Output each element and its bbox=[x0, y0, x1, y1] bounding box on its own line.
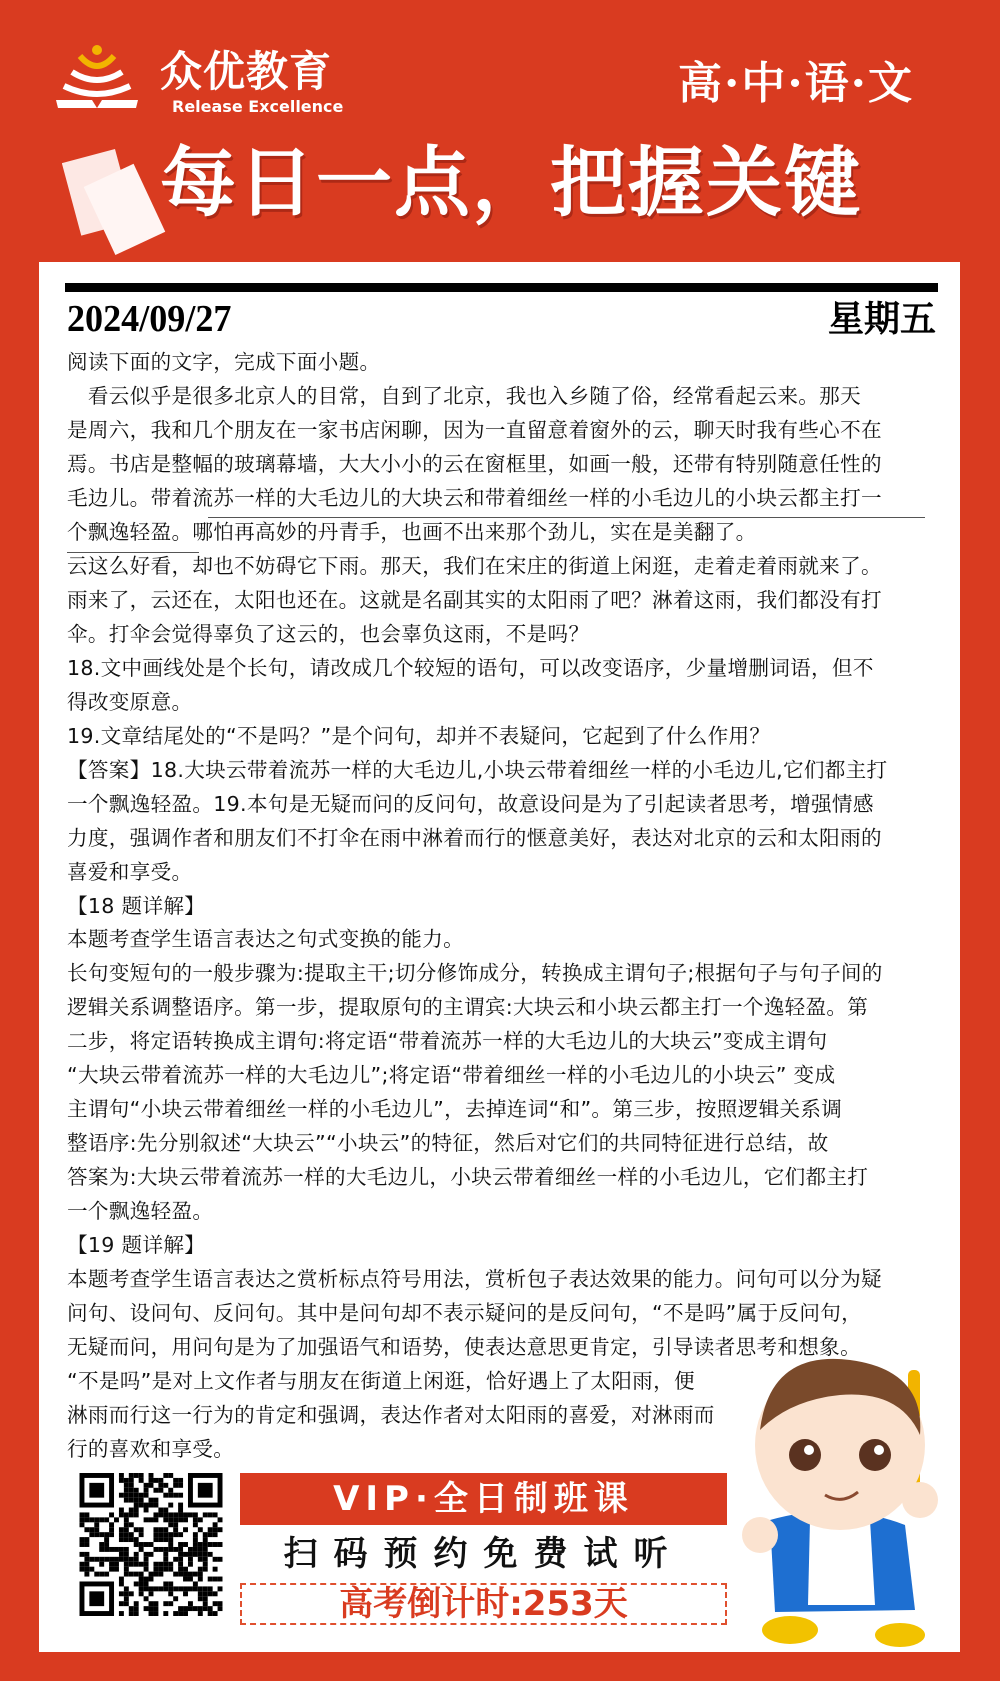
text-line: 18.文中画线处是个长句，请改成几个较短的语句，可以改变语序，少量增删词语，但不 bbox=[67, 655, 874, 680]
text-line: “不是吗”是对上文作者与朋友在街道上闲逛，恰好遇上了太阳雨，便 bbox=[67, 1369, 695, 1394]
text-line: 19.文章结尾处的“不是吗？”是个问句，却并不表疑问，它起到了什么作用？ bbox=[67, 723, 771, 748]
mascot-illustration bbox=[730, 1350, 960, 1650]
text-line: 雨来了，云还在，太阳也还在。这就是名副其实的太阳雨了吧？淋着这雨，我们都没有打 bbox=[67, 587, 882, 612]
underline bbox=[67, 552, 199, 553]
scan-prompt: 扫码预约免费试听 bbox=[283, 1534, 684, 1574]
text-line: 长句变短句的一般步骤为:提取主干;切分修饰成分，转换成主谓句子;根据句子与句子间的 bbox=[67, 961, 883, 986]
divider bbox=[65, 283, 938, 292]
text-line: 毛边儿。带着流苏一样的大毛边儿的大块云和带着细丝一样的小毛边儿的小块云都主打一 bbox=[67, 485, 882, 510]
text-line: 一个飘逸轻盈。 bbox=[67, 1199, 214, 1224]
brand-slogan: Release Excellence bbox=[172, 97, 344, 116]
text-line: “大块云带着流苏一样的大毛边儿”;将定语“带着细丝一样的小毛边儿的小块云” 变成 bbox=[67, 1063, 836, 1088]
headline: 每日一点，把握关键 bbox=[160, 138, 862, 227]
text-line: 焉。书店是整幅的玻璃幕墙，大大小小的云在窗框里，如画一般，还带有特别随意任性的 bbox=[67, 451, 882, 476]
text-line: 二步，将定语转换成主谓句:将定语“带着流苏一样的大毛边儿的大块云”变成主谓句 bbox=[67, 1029, 828, 1054]
text-line: 主谓句“小块云带着细丝一样的小毛边儿”，去掉连词“和”。第三步，按照逻辑关系调 bbox=[67, 1097, 843, 1122]
text-line: 答案为:大块云带着流苏一样的大毛边儿，小块云带着细丝一样的小毛边儿，它们都主打 bbox=[67, 1165, 869, 1190]
paper-icon bbox=[62, 145, 172, 255]
countdown-box: 高考倒计时:253天 bbox=[240, 1583, 727, 1625]
text-line: 看云似乎是很多北京人的目常，自到了北京，我也入乡随了俗，经常看起云来。那天 bbox=[67, 383, 861, 408]
logo-icon bbox=[52, 42, 142, 114]
text-line: 无疑而问，用问句是为了加强语气和语势，使表达意思更肯定，引导读者思考和想象。 bbox=[67, 1335, 861, 1360]
text-line: 喜爱和享受。 bbox=[67, 859, 193, 884]
text-line: 【18 题详解】 bbox=[67, 893, 206, 918]
text-line: 本题考查学生语言表达之赏析标点符号用法，赏析包子表达效果的能力。问句可以分为疑 bbox=[67, 1267, 882, 1292]
text-line: 淋雨而行这一行为的肯定和强调，表达作者对太阳雨的喜爱，对淋雨而 bbox=[67, 1403, 715, 1428]
text-line: 一个飘逸轻盈。19.本句是无疑而问的反问句，故意设问是为了引起读者思考，增强情感 bbox=[67, 791, 874, 816]
text-line: 云这么好看，却也不妨碍它下雨。那天，我们在宋庄的街道上闲逛，走着走着雨就来了。 bbox=[67, 553, 882, 578]
text-line: 逻辑关系调整语序。第一步，提取原句的主谓宾:大块云和小块云都主打一个逸轻盈。第 bbox=[67, 995, 869, 1020]
text-line: 阅读下面的文字，完成下面小题。 bbox=[67, 350, 381, 374]
text-line: 【19 题详解】 bbox=[67, 1233, 206, 1258]
weekday: 星期五 bbox=[827, 298, 936, 340]
text-line: 伞。打伞会觉得辜负了这云的，也会辜负这雨，不是吗？ bbox=[67, 621, 590, 646]
vip-banner: VIP·全日制班课 bbox=[240, 1473, 727, 1525]
text-line: 问句、设问句、反问句。其中是问句却不表示疑问的是反问句，“不是吗”属于反问句， bbox=[67, 1301, 863, 1326]
text-line: 行的喜欢和享受。 bbox=[67, 1437, 235, 1462]
qr-code[interactable] bbox=[75, 1473, 227, 1616]
text-line: 整语序:先分别叙述“大块云”“小块云”的特征，然后对它们的共同特征进行总结，故 bbox=[67, 1131, 829, 1156]
date: 2024/09/27 bbox=[67, 298, 232, 340]
text-line: 得改变原意。 bbox=[67, 689, 193, 714]
subject-title: 高·中·语·文 bbox=[678, 58, 914, 109]
text-line: 力度，强调作者和朋友们不打伞在雨中淋着而行的惬意美好，表达对北京的云和太阳雨的 bbox=[67, 825, 882, 850]
text-line: 【答案】18.大块云带着流苏一样的大毛边儿,小块云带着细丝一样的小毛边儿,它们都主打 bbox=[67, 757, 888, 782]
underline bbox=[208, 517, 925, 518]
text-line: 是周六，我和几个朋友在一家书店闲聊，因为一直留意着窗外的云，聊天时我有些心不在 bbox=[67, 417, 882, 442]
brand-name: 众优教育 bbox=[160, 47, 333, 96]
text-line: 本题考查学生语言表达之句式变换的能力。 bbox=[67, 927, 464, 952]
text-line: 个飘逸轻盈。哪怕再高妙的丹青手，也画不出来那个劲儿，实在是美翻了。 bbox=[67, 519, 757, 544]
